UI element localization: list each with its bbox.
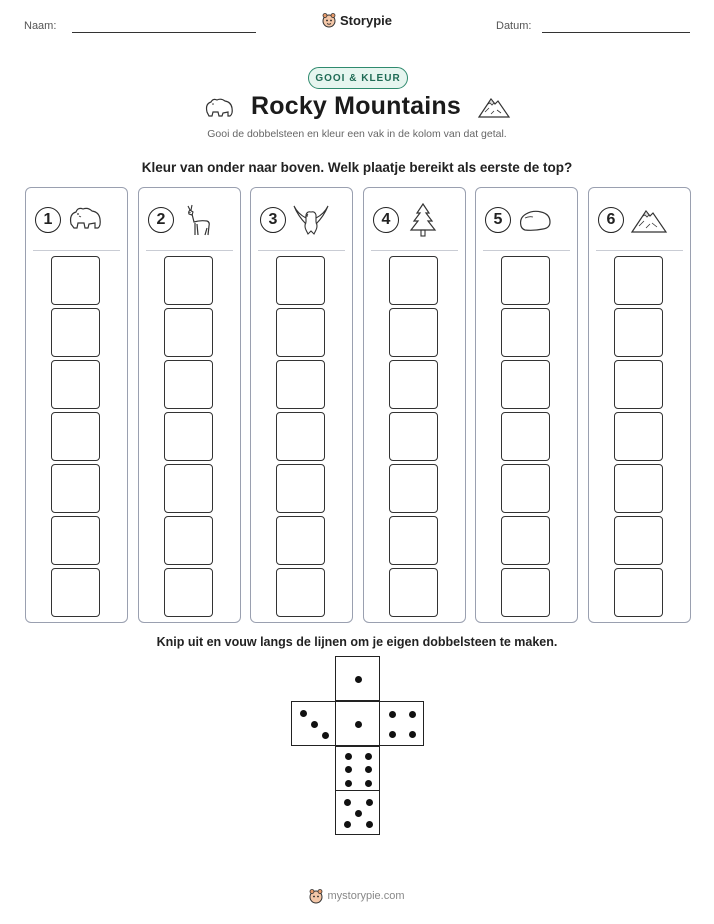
color-cell[interactable] (276, 516, 325, 565)
die-pip (366, 799, 373, 806)
rock-icon (517, 202, 555, 238)
die-pip (389, 711, 396, 718)
footer-url: mystorypie.com (327, 890, 405, 902)
color-cell[interactable] (276, 412, 325, 461)
color-cell[interactable] (276, 568, 325, 617)
name-line[interactable] (72, 32, 256, 33)
die-pip (365, 766, 372, 773)
die-pip (365, 753, 372, 760)
die-pip (409, 731, 416, 738)
color-cell[interactable] (164, 516, 213, 565)
activity-badge: GOOI & KLEUR (308, 67, 408, 89)
cut-instruction: Knip uit en vouw langs de lijnen om je eigen dobbelsteen te maken. (156, 635, 558, 649)
mountain-icon (477, 94, 511, 120)
color-cell[interactable] (389, 464, 438, 513)
color-cell[interactable] (614, 308, 663, 357)
color-cell[interactable] (614, 464, 663, 513)
column-divider (33, 250, 120, 251)
subtitle: Gooi de dobbelsteen en kleur een vak in de kolom van dat getal. (207, 128, 507, 140)
color-cell[interactable] (389, 308, 438, 357)
color-cell[interactable] (614, 256, 663, 305)
color-cell[interactable] (276, 308, 325, 357)
die-pip (345, 753, 352, 760)
color-cell[interactable] (501, 516, 550, 565)
color-cell[interactable] (164, 568, 213, 617)
date-line[interactable] (542, 32, 690, 33)
die-pip (300, 710, 307, 717)
column-number: 2 (148, 207, 174, 233)
column-1 (25, 187, 128, 623)
die-face-6 (335, 746, 380, 791)
die-face-4 (379, 701, 424, 746)
color-cell[interactable] (389, 412, 438, 461)
mountain-icon (630, 202, 668, 238)
die-pip (366, 821, 373, 828)
column-number: 6 (598, 207, 624, 233)
color-cell[interactable] (501, 568, 550, 617)
column-number: 1 (35, 207, 61, 233)
die-pip (355, 810, 362, 817)
color-cell[interactable] (614, 412, 663, 461)
die-pip (409, 711, 416, 718)
color-cells (501, 256, 551, 620)
color-cell[interactable] (51, 256, 100, 305)
die-pip (365, 780, 372, 787)
die-pip (345, 766, 352, 773)
column-4 (363, 187, 466, 623)
color-cell[interactable] (51, 308, 100, 357)
color-cell[interactable] (389, 568, 438, 617)
storypie-mascot-icon (322, 12, 336, 28)
die-pip (389, 731, 396, 738)
color-cells (614, 256, 664, 620)
color-cell[interactable] (164, 412, 213, 461)
color-cells (164, 256, 214, 620)
title-row (0, 92, 714, 121)
column-divider (371, 250, 458, 251)
color-cell[interactable] (389, 516, 438, 565)
color-cell[interactable] (51, 464, 100, 513)
column-number: 4 (373, 207, 399, 233)
color-cells (51, 256, 101, 620)
color-cell[interactable] (276, 360, 325, 409)
die-face-3 (291, 701, 336, 746)
color-cell[interactable] (51, 360, 100, 409)
name-label: Naam: (24, 20, 57, 32)
die-pip (344, 821, 351, 828)
column-divider (258, 250, 345, 251)
instruction: Kleur van onder naar boven. Welk plaatje bereikt als eerste de top? (141, 160, 573, 175)
storypie-mascot-icon (309, 888, 323, 904)
color-cell[interactable] (501, 464, 550, 513)
color-cell[interactable] (164, 464, 213, 513)
die-pip (311, 721, 318, 728)
bear-icon (67, 202, 105, 238)
color-cell[interactable] (164, 256, 213, 305)
die-face-5 (335, 790, 380, 835)
brand-name: Storypie (339, 12, 392, 28)
column-header (148, 202, 218, 238)
color-cell[interactable] (51, 516, 100, 565)
color-cell[interactable] (501, 256, 550, 305)
column-header (485, 202, 555, 238)
column-divider (483, 250, 570, 251)
color-cell[interactable] (51, 568, 100, 617)
date-label: Datum: (496, 20, 532, 32)
color-cell[interactable] (614, 360, 663, 409)
color-cell[interactable] (389, 256, 438, 305)
column-2 (138, 187, 241, 623)
page-title: Rocky Mountains (251, 92, 461, 120)
footer (0, 888, 714, 904)
color-cell[interactable] (389, 360, 438, 409)
color-cell[interactable] (276, 256, 325, 305)
column-3 (250, 187, 353, 623)
color-cell[interactable] (164, 360, 213, 409)
die-face-1 (335, 701, 380, 746)
color-cell[interactable] (501, 360, 550, 409)
column-divider (596, 250, 683, 251)
color-cell[interactable] (51, 412, 100, 461)
color-cells (389, 256, 439, 620)
bear-icon (203, 94, 235, 120)
color-cell[interactable] (501, 412, 550, 461)
column-5 (475, 187, 578, 623)
column-number: 5 (485, 207, 511, 233)
column-number: 3 (260, 207, 286, 233)
column-6 (588, 187, 691, 623)
color-cell[interactable] (614, 516, 663, 565)
die-pip (355, 721, 362, 728)
die-pip (355, 676, 362, 683)
color-cell[interactable] (501, 308, 550, 357)
column-header (373, 202, 443, 238)
column-divider (146, 250, 233, 251)
column-header (35, 202, 105, 238)
column-header (260, 202, 330, 238)
column-header (598, 202, 668, 238)
die-face-1 (335, 656, 380, 701)
deer-icon (180, 202, 218, 238)
pine-tree-icon (405, 202, 443, 238)
eagle-icon (292, 202, 330, 238)
die-pip (344, 799, 351, 806)
die-pip (345, 780, 352, 787)
color-cell[interactable] (164, 308, 213, 357)
brand-logo (0, 12, 714, 28)
die-pip (322, 732, 329, 739)
color-cell[interactable] (614, 568, 663, 617)
color-cells (276, 256, 326, 620)
color-cell[interactable] (276, 464, 325, 513)
